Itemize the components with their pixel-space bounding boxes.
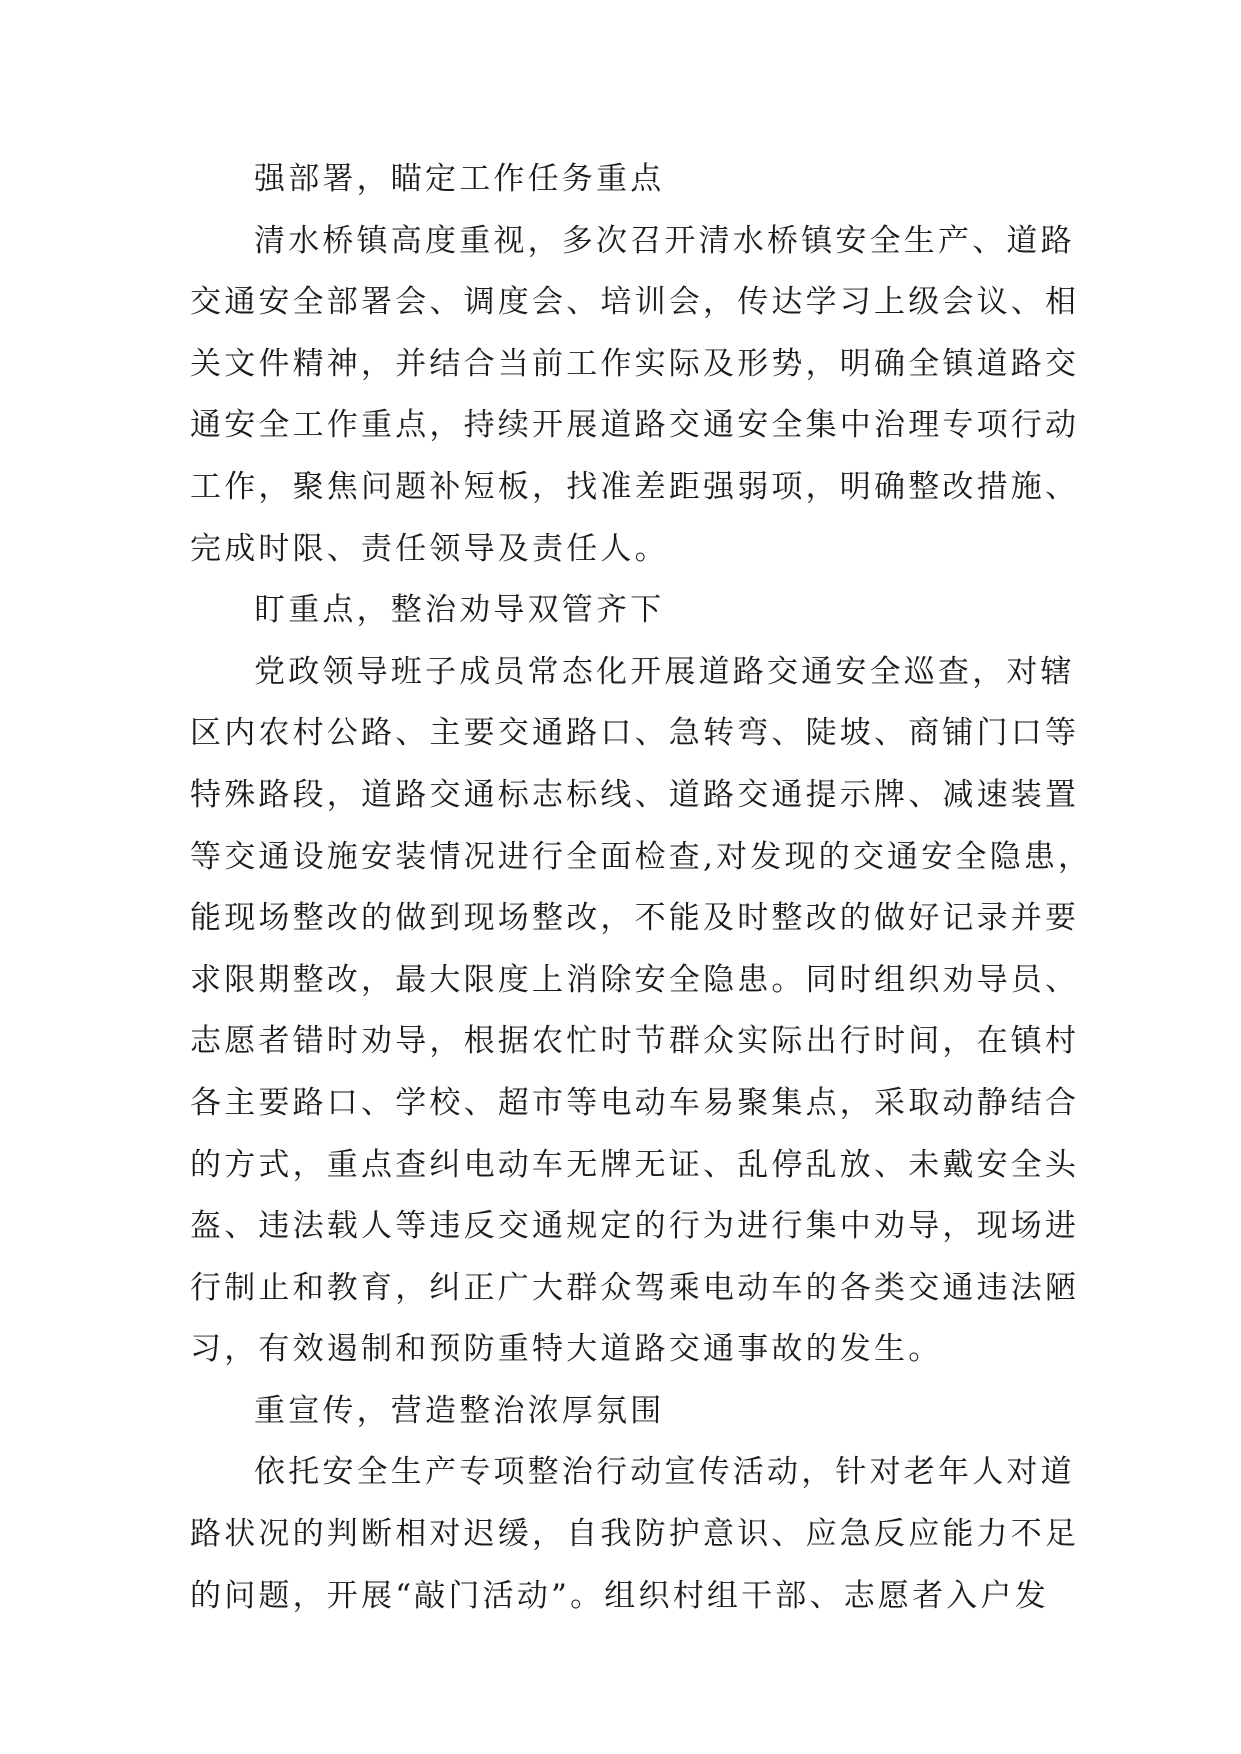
section-heading-publicity: 重宣传，营造整治浓厚氛围 xyxy=(254,1392,665,1429)
paragraph-line: 行制止和教育，纠正广大群众驾乘电动车的各类交通违法陋 xyxy=(190,1269,1080,1306)
paragraph-line: 交通安全部署会、调度会、培训会，传达学习上级会议、相 xyxy=(190,284,1080,321)
paragraph-line: 路状况的判断相对迟缓，自我防护意识、应急反应能力不足 xyxy=(190,1516,1080,1553)
document-body xyxy=(190,149,1093,1627)
section-heading-focus: 盯重点，整治劝导双管齐下 xyxy=(254,592,665,629)
paragraph-line: 盔、违法载人等违反交通规定的行为进行集中劝导，现场进 xyxy=(190,1208,1080,1245)
paragraph-line: 的方式，重点查纠电动车无牌无证、乱停乱放、未戴安全头 xyxy=(190,1146,1080,1183)
paragraph-line: 关文件精神，并结合当前工作实际及形势，明确全镇道路交 xyxy=(190,345,1080,382)
paragraph-line: 的问题，开展“敲门活动”。组织村组干部、志愿者入户发 xyxy=(190,1577,1049,1614)
section-heading-deployment: 强部署，瞄定工作任务重点 xyxy=(254,161,665,197)
paragraph-line: 区内农村公路、主要交通路口、急转弯、陡坡、商铺门口等 xyxy=(190,715,1080,752)
paragraph-line: 工作，聚焦问题补短板，找准差距强弱项，明确整改措施、 xyxy=(190,468,1080,505)
paragraph-line: 求限期整改，最大限度上消除安全隐患。同时组织劝导员、 xyxy=(190,961,1080,998)
paragraph-line: 依托安全生产专项整治行动宣传活动，针对老年人对道 xyxy=(254,1454,1075,1491)
paragraph-line: 志愿者错时劝导，根据农忙时节群众实际出行时间，在镇村 xyxy=(190,1023,1080,1060)
paragraph-line: 能现场整改的做到现场整改，不能及时整改的做好记录并要 xyxy=(190,900,1080,937)
paragraph-line: 特殊路段，道路交通标志标线、道路交通提示牌、减速装置 xyxy=(190,776,1080,813)
paragraph-line: 党政领导班子成员常态化开展道路交通安全巡查，对辖 xyxy=(254,653,1075,690)
paragraph-line: 通安全工作重点，持续开展道路交通安全集中治理专项行动 xyxy=(190,407,1080,444)
paragraph-line: 等交通设施安装情况进行全面检查,对发现的交通安全隐患， xyxy=(190,838,1093,875)
paragraph-line: 各主要路口、学校、超市等电动车易聚集点，采取动静结合 xyxy=(190,1084,1080,1121)
paragraph-line: 完成时限、责任领导及责任人。 xyxy=(190,530,669,567)
paragraph-line: 习，有效遏制和预防重特大道路交通事故的发生。 xyxy=(190,1331,943,1368)
paragraph-line: 清水桥镇高度重视，多次召开清水桥镇安全生产、道路 xyxy=(254,222,1075,259)
